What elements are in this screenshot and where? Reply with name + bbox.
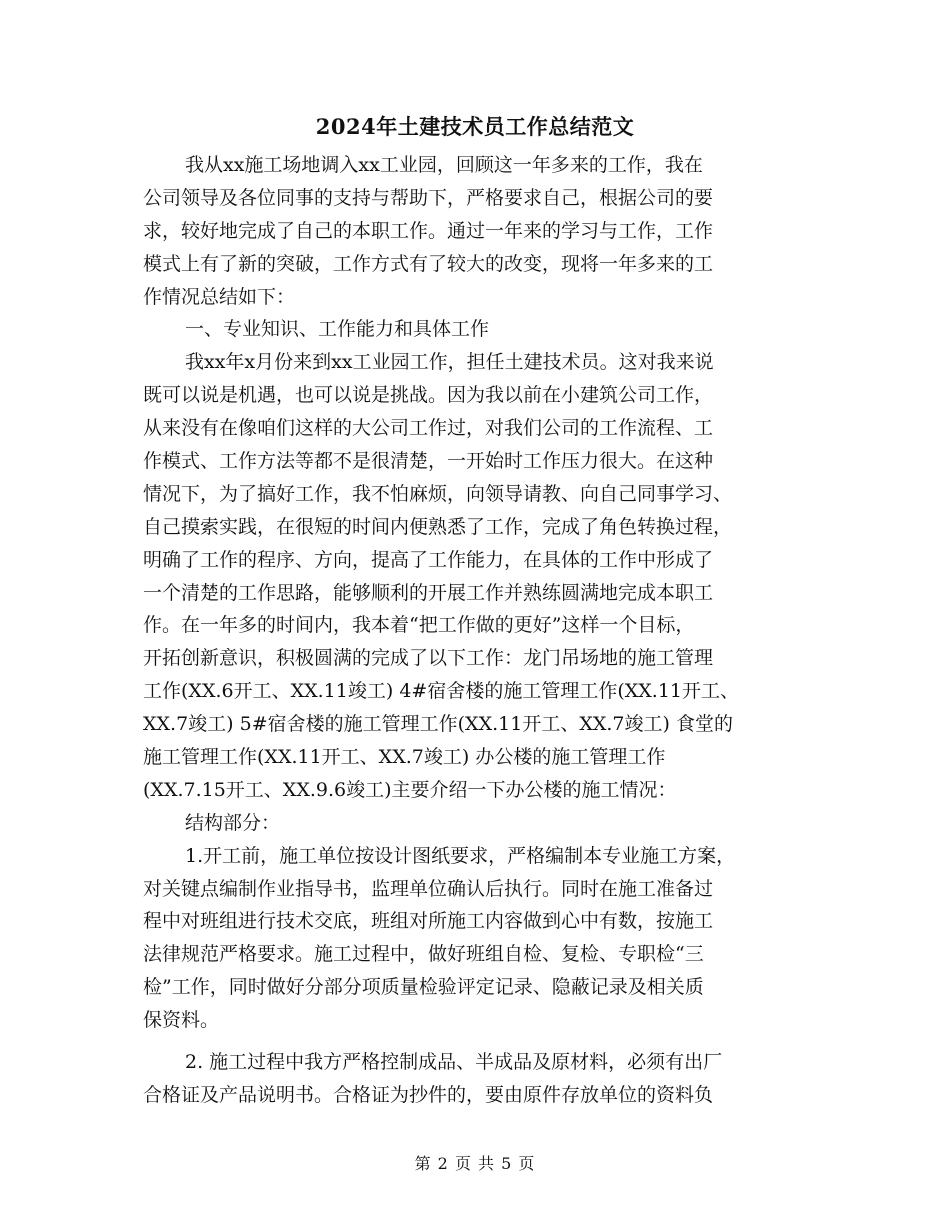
- text-line: 作情况总结如下：: [143, 285, 296, 308]
- page-title: 2024年土建技术员工作总结范文: [315, 114, 635, 139]
- text-line: 既可以说是机遇，也可以说是挑战。因为我以前在小建筑公司工作，: [143, 384, 714, 407]
- text-line: 从来没有在像咱们这样的大公司工作过，对我们公司的工作流程、工: [143, 417, 714, 440]
- text-line: 我xx年x月份来到xx工业园工作，担任土建技术员。这对我来说: [185, 351, 714, 374]
- text-line: 施工管理工作(XX.11开工、XX.7竣工) 办公楼的施工管理工作: [143, 746, 666, 769]
- text-line: (XX.7.15开工、XX.9.6竣工)主要介绍一下办公楼的施工情况：: [143, 778, 677, 801]
- text-line: 求，较好地完成了自己的本职工作。通过一年来的学习与工作，工作: [143, 219, 714, 242]
- section-heading: 结构部分：: [185, 811, 281, 834]
- text-line: 检”工作，同时做好分部分项质量检验评定记录、隐蔽记录及相关质: [143, 976, 704, 999]
- text-line: 情况下，为了搞好工作，我不怕麻烦，向领导请教、向自己同事学习、: [143, 482, 733, 505]
- text-line: XX.7竣工) 5#宿舍楼的施工管理工作(XX.11开工、XX.7竣工) 食堂的: [143, 713, 733, 736]
- text-line: 自己摸索实践，在很短的时间内便熟悉了工作，完成了角色转换过程，: [143, 515, 733, 538]
- text-line: 1.开工前，施工单位按设计图纸要求，严格编制本专业施工方案，: [185, 844, 736, 867]
- text-line: 工作(XX.6开工、XX.11竣工) 4#宿舍楼的施工管理工作(XX.11开工、: [143, 680, 740, 703]
- document-body: [143, 149, 823, 1112]
- text-line: 作。在一年多的时间内，我本着“把工作做的更好”这样一个目标，: [143, 614, 695, 637]
- paragraph-gap: [143, 1037, 823, 1046]
- section-heading: 一、专业知识、工作能力和具体工作: [185, 318, 490, 341]
- page-footer: 第 2 页 共 5 页: [414, 1154, 536, 1173]
- text-line: 模式上有了新的突破，工作方式有了较大的改变，现将一年多来的工: [143, 252, 714, 275]
- text-line: 明确了工作的程序、方向，提高了工作能力，在具体的工作中形成了: [143, 548, 714, 571]
- text-line: 公司领导及各位同事的支持与帮助下，严格要求自己，根据公司的要: [143, 186, 714, 209]
- text-line: 2. 施工过程中我方严格控制成品、半成品及原材料，必须有出厂: [185, 1051, 723, 1074]
- text-line: 对关键点编制作业指导书，监理单位确认后执行。同时在施工准备过: [143, 877, 714, 900]
- text-line: 我从xx施工场地调入xx工业园，回顾这一年多来的工作，我在: [185, 154, 703, 176]
- text-line: 一个清楚的工作思路，能够顺利的开展工作并熟练圆满地完成本职工: [143, 581, 714, 604]
- text-line: 保资料。: [143, 1009, 220, 1032]
- text-line: 法律规范严格要求。施工过程中，做好班组自检、复检、专职检“三: [143, 943, 704, 966]
- text-line: 程中对班组进行技术交底，班组对所施工内容做到心中有数，按施工: [143, 910, 714, 933]
- text-line: 作模式、工作方法等都不是很清楚，一开始时工作压力很大。在这种: [143, 450, 714, 473]
- text-line: 合格证及产品说明书。合格证为抄件的，要由原件存放单位的资料负: [143, 1083, 714, 1106]
- text-line: 开拓创新意识，积极圆满的完成了以下工作：龙门吊场地的施工管理: [143, 647, 714, 670]
